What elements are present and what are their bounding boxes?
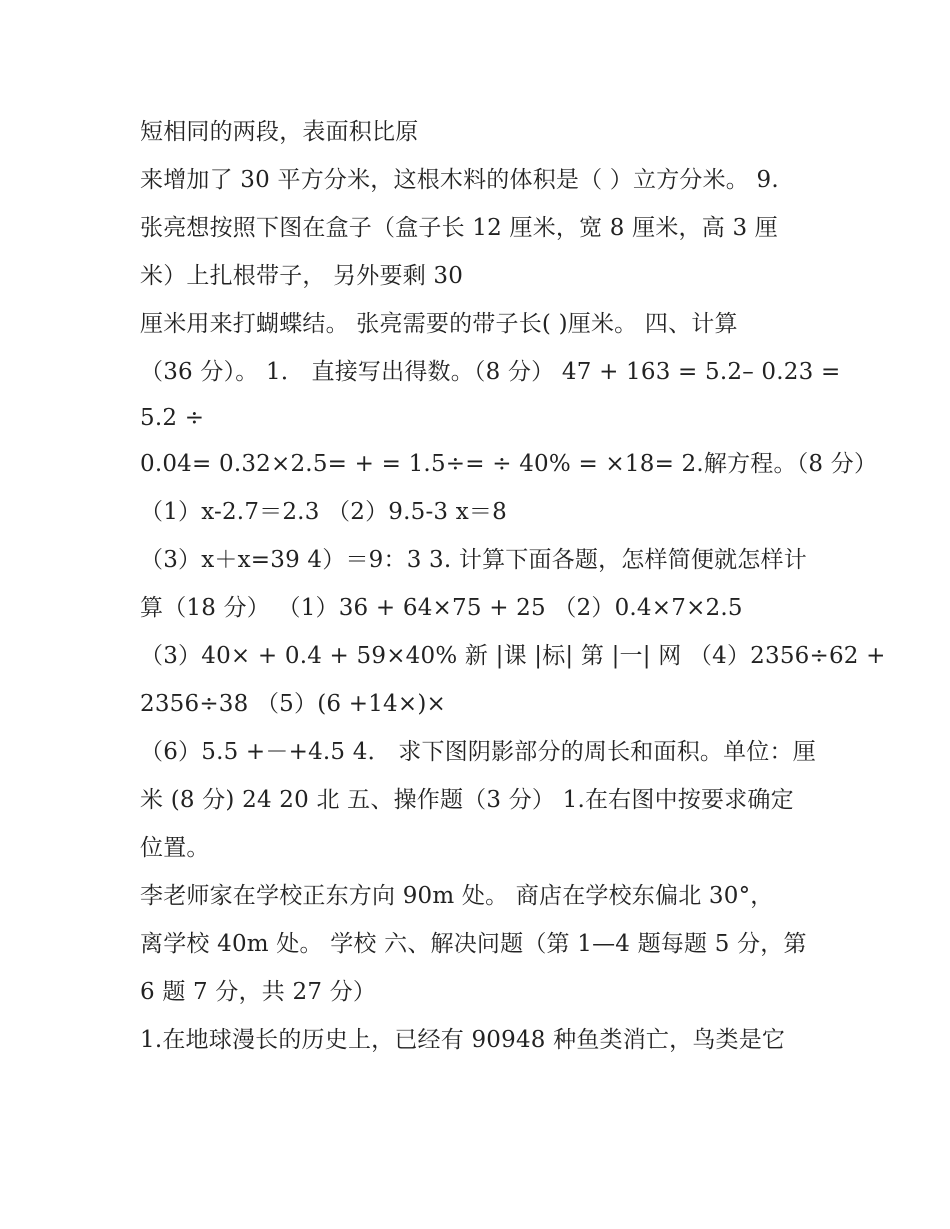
text-line: 短相同的两段，表面积比原 xyxy=(140,119,419,145)
text-line: 来增加了 30 平方分米，这根木料的体积是（ ）立方分米。 9. xyxy=(140,167,779,193)
text-line: 算（18 分） （1）36 + 64×75 + 25 （2）0.4×7×2.5 xyxy=(140,595,743,621)
text-line: 位置。 xyxy=(140,835,210,861)
document-body xyxy=(140,108,886,1064)
text-line: 0.04= 0.32×2.5= + = 1.5÷= ÷ 40% = ×18= 2.解方程。（8 分） xyxy=(140,451,878,477)
text-line: （3）40× + 0.4 + 59×40% 新 |课 |标| 第 |一| 网 （4）2356÷62 + xyxy=(140,643,886,669)
text-line: 米 (8 分) 24 20 北 五、操作题（3 分） 1.在右图中按要求确定 xyxy=(140,787,794,813)
text-line: 李老师家在学校正东方向 90m 处。 商店在学校东偏北 30°， xyxy=(140,883,774,909)
text-line: 厘米用来打蝴蝶结。 张亮需要的带子长( )厘米。 四、计算 xyxy=(140,311,738,337)
text-line: （6）5.5 +－+4.5 4． 求下图阴影部分的周长和面积。单位：厘 xyxy=(140,739,816,765)
text-line: （36 分）。 1． 直接写出得数。（8 分） 47 + 163 = 5.2– 0.23 = xyxy=(140,359,841,385)
text-line: 1.在地球漫长的历史上，已经有 90948 种鱼类消亡，鸟类是它 xyxy=(140,1027,786,1053)
text-line: 5.2 ÷ xyxy=(140,405,205,431)
text-line: 6 题 7 分，共 27 分） xyxy=(140,979,377,1005)
text-line: 张亮想按照下图在盒子（盒子长 12 厘米，宽 8 厘米，高 3 厘 xyxy=(140,215,778,241)
text-line: 米）上扎根带子， 另外要剩 30 xyxy=(140,263,464,289)
text-line: 离学校 40m 处。 学校 六、解决问题（第 1—4 题每题 5 分，第 xyxy=(140,931,807,957)
text-line: （1）x-2.7＝2.3 （2）9.5-3 x＝8 xyxy=(140,499,507,525)
text-line: （3）x＋x=39 4）＝9：3 3. 计算下面各题，怎样简便就怎样计 xyxy=(140,547,807,573)
text-line: 2356÷38 （5）(6 +14×)× xyxy=(140,691,446,717)
